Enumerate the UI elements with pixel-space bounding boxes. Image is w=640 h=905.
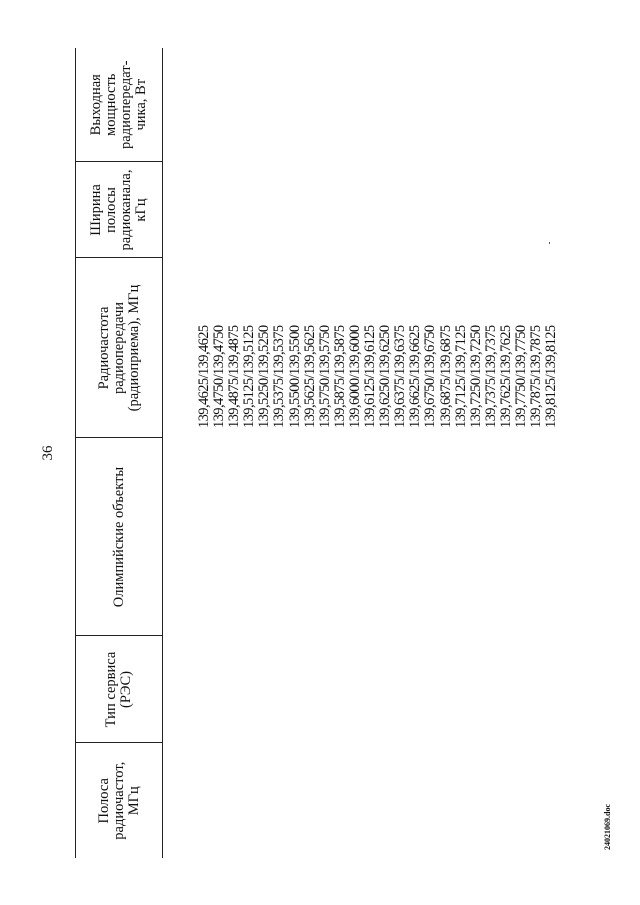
list-item: 139,7875/139,7875 <box>528 325 545 428</box>
header-band <box>76 743 163 858</box>
header-bandwidth <box>76 162 163 258</box>
header-line: Олимпийские объекты <box>110 466 127 608</box>
list-item: 139,4875/139,4875 <box>226 325 243 428</box>
header-line: радиопередат- <box>118 60 134 149</box>
header-line: радиочастот, <box>110 761 127 840</box>
list-item: 139,6625/139,6625 <box>407 325 424 428</box>
header-line: Ширина <box>88 184 104 236</box>
list-item: 139,6250/139,6250 <box>377 325 394 428</box>
list-item: 139,7750/139,7750 <box>512 325 529 428</box>
header-line: радиопередачи <box>110 301 127 395</box>
header-line: (радиоприема), МГц <box>125 284 142 412</box>
header-output-power <box>76 48 163 162</box>
list-item: 139,5250/139,5250 <box>256 325 273 428</box>
cell-olympic-objects <box>163 438 560 636</box>
frequency-list <box>197 258 559 438</box>
list-item: 139,6375/139,6375 <box>392 325 409 428</box>
list-item: 139,5875/139,5875 <box>331 325 348 428</box>
list-item: 139,4750/139,4750 <box>211 325 228 428</box>
list-item: 139,7375/139,7375 <box>482 325 499 428</box>
list-item: 139,7250/139,7250 <box>467 325 484 428</box>
header-line: радиоканала, <box>118 169 134 251</box>
header-line: кГц <box>133 198 149 222</box>
list-item: 139,4625/139,4625 <box>196 325 212 428</box>
header-line: мощность <box>103 73 119 136</box>
table-header-row <box>76 48 163 858</box>
cell-frequency <box>163 258 560 438</box>
page-number: 36 <box>40 445 56 461</box>
list-item: 139,5375/139,5375 <box>271 325 288 428</box>
header-line: Выходная <box>88 74 104 136</box>
list-item: 139,7625/139,7625 <box>497 325 514 428</box>
header-frequency <box>76 258 163 438</box>
header-line: Полоса <box>95 778 112 824</box>
frequency-table-container <box>75 48 640 858</box>
header-line: (РЭС) <box>118 671 134 708</box>
list-item: 139,6125/139,6125 <box>362 325 379 428</box>
list-item: 139,6000/139,6000 <box>346 325 363 428</box>
list-item: 139,5500/139,5500 <box>286 325 303 428</box>
header-line: МГц <box>125 786 142 816</box>
document-filename: 24021069.doc <box>603 804 612 850</box>
cell-output-power <box>163 48 560 162</box>
header-line: Тип сервиса <box>103 651 119 728</box>
header-line: полосы <box>103 187 119 233</box>
list-item: 139,5625/139,5625 <box>301 325 318 428</box>
header-line: Радиочастота <box>95 306 112 390</box>
header-olympic-objects <box>76 438 163 636</box>
list-item: 139,6750/139,6750 <box>422 325 439 428</box>
header-line: чика, Вт <box>133 78 149 131</box>
list-item: 139,5750/139,5750 <box>316 325 333 428</box>
list-item: 139,7125/139,7125 <box>452 325 469 428</box>
cell-bandwidth <box>163 162 560 258</box>
cell-band <box>163 743 560 858</box>
cell-service-type <box>163 636 560 743</box>
scan-speck <box>549 242 550 244</box>
header-service-type <box>76 636 163 743</box>
list-item: 139,8125/139,8125 <box>543 325 560 428</box>
list-item: 139,5125/139,5125 <box>241 325 258 428</box>
frequency-table <box>75 48 559 858</box>
list-item: 139,6875/139,6875 <box>437 325 454 428</box>
table-row <box>163 48 560 858</box>
